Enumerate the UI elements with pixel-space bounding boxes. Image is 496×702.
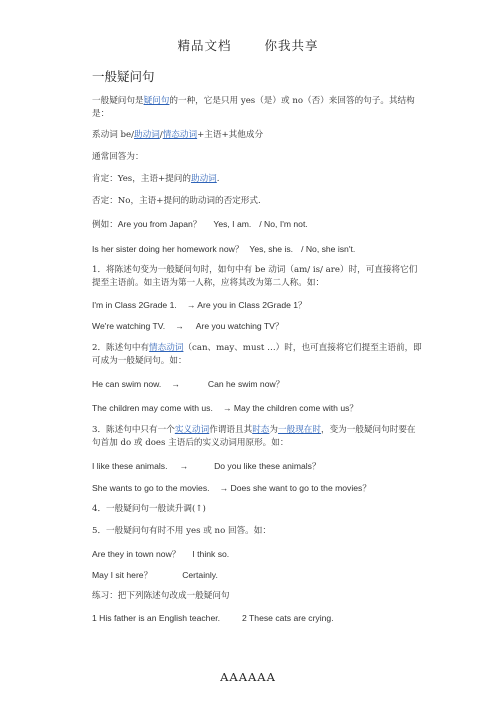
intro-text-1: 一般疑问句是 — [92, 96, 144, 106]
rule-3 — [92, 424, 422, 449]
rule-2 — [92, 342, 422, 367]
example-1 — [92, 218, 422, 231]
rule-2-text-b: （can、may、must …）时，也可直接将它们提至主语前，即可成为一般疑问句。如： — [92, 343, 422, 366]
practice-items — [92, 612, 422, 625]
rule-2-example-1-statement: He can swim now. — [92, 379, 162, 389]
intro-paragraph — [92, 95, 422, 120]
rule-3-example-1-statement: I like these animals. — [92, 461, 168, 471]
rule-5: 5．一般疑问句有时不用 yes 或 no 回答。如： — [92, 526, 271, 536]
rule-5-example-1-question: Are they in town now？ — [92, 549, 181, 559]
rule-3-example-2-question: → Does she want to go to the movies？ — [219, 483, 371, 493]
example-2-question: Is her sister doing her homework now？ — [92, 244, 244, 254]
rule-1-example-2-question: Are you watching TV？ — [195, 321, 284, 331]
example-1-question: 例如：Are you from Japan？ — [92, 219, 202, 229]
rule-3-text-c: 为 — [269, 425, 278, 435]
link-modal-verb[interactable]: 情态动词 — [162, 130, 198, 140]
rule-2-example-1-question: Can he swim now？ — [207, 379, 285, 389]
rule-1-example-2-statement: We're watching TV. — [92, 321, 166, 331]
rule-1-example-2-arrow: → — [175, 321, 184, 331]
rule-4: 4．一般疑问句一般读升调(↑) — [92, 504, 206, 514]
rule-2-example-1 — [92, 378, 422, 391]
structure-text-b: / — [159, 130, 163, 140]
rule-1-example-1-statement: I'm in Class 2Grade 1. — [92, 300, 177, 310]
rule-5-example-2-question: May I sit here？ — [92, 570, 153, 580]
rule-3-example-1-arrow: → — [179, 461, 189, 471]
rule-1: 1．将陈述句变为一般疑问句时，如句中有 be 动词（am/ is/ are）时，可直接将它们提至主语前。如主语为第一人称，应将其改为第二人称。如： — [92, 265, 418, 288]
rule-5-example-1-answer: I think so. — [192, 549, 230, 559]
link-auxiliary-verb[interactable]: 助动词 — [134, 130, 160, 140]
practice-item-1: 1 His father is an English teacher. — [92, 613, 221, 623]
page-title: 一般疑问句 — [92, 69, 155, 84]
link-question-sentence[interactable]: 疑问句 — [143, 96, 170, 106]
rule-2-example-2-statement: The children may come with us. — [92, 403, 213, 413]
example-1-yes: Yes, I am. — [213, 219, 252, 229]
practice-heading: 练习：把下列陈述句改成一般疑问句 — [92, 591, 230, 601]
link-simple-present[interactable]: 一般现在时 — [278, 425, 321, 435]
structure-line — [92, 129, 422, 142]
rule-2-example-1-arrow: → — [171, 379, 180, 389]
rule-2-example-2 — [92, 402, 422, 415]
link-tense[interactable]: 时态 — [252, 425, 270, 435]
example-1-no: / No, I'm not. — [259, 219, 308, 229]
answer-label: 通常回答为： — [92, 152, 144, 162]
example-2-no: / No, she isn't. — [301, 244, 356, 254]
link-notional-verb[interactable]: 实义动词 — [174, 425, 210, 435]
header-left-text: 精品文档 — [177, 38, 232, 53]
rule-1-example-1-question: → Are you in Class 2Grade 1？ — [186, 300, 307, 310]
link-auxiliary-verb-2[interactable]: 助动词 — [190, 174, 217, 184]
affirmative-answer — [92, 173, 422, 186]
affirm-end: . — [216, 174, 220, 184]
rule-1-example-1 — [92, 299, 422, 312]
rule-3-text-d: ，变为一般疑问句时要在句首加 do 或 does 主语后的实义动词用原形。如： — [92, 425, 416, 448]
structure-text-a: 系动词 be/ — [92, 130, 134, 140]
rule-5-example-2-answer: Certainly. — [182, 570, 218, 580]
page-header — [0, 36, 496, 54]
rule-2-example-2-question: → May the children come with us？ — [222, 403, 359, 413]
rule-2-text-a: 2．陈述句中有 — [92, 343, 150, 353]
rule-3-text-a: 3．陈述句中只有一个 — [92, 425, 175, 435]
rule-1-example-2 — [92, 320, 422, 333]
page-footer: AAAAAA — [220, 670, 276, 684]
rule-3-text-b: 作谓语且其 — [209, 425, 253, 435]
intro-text-2: 的一种，它是只用 yes（是）或 no（否）来回答的句子。其结构是： — [92, 96, 415, 119]
rule-3-example-2 — [92, 482, 422, 495]
example-2 — [92, 243, 422, 256]
practice-item-2: 2 These cats are crying. — [242, 613, 334, 623]
rule-3-example-1 — [92, 460, 422, 473]
rule-3-example-1-question: Do you like these animals？ — [214, 461, 321, 471]
affirm-text: 肯定：Yes，主语+提问的 — [92, 174, 191, 184]
negative-answer: 否定：No，主语+提问的助动词的否定形式. — [92, 196, 261, 206]
rule-3-example-2-statement: She wants to go to the movies. — [92, 483, 210, 493]
rule-5-example-1 — [92, 548, 422, 561]
header-right-text: 你我共享 — [264, 38, 319, 53]
structure-text-c: +主语+其他成分 — [197, 130, 264, 140]
example-2-yes: Yes, she is. — [249, 244, 294, 254]
rule-5-example-2 — [92, 569, 422, 582]
link-modal-verb-2[interactable]: 情态动词 — [149, 343, 184, 353]
